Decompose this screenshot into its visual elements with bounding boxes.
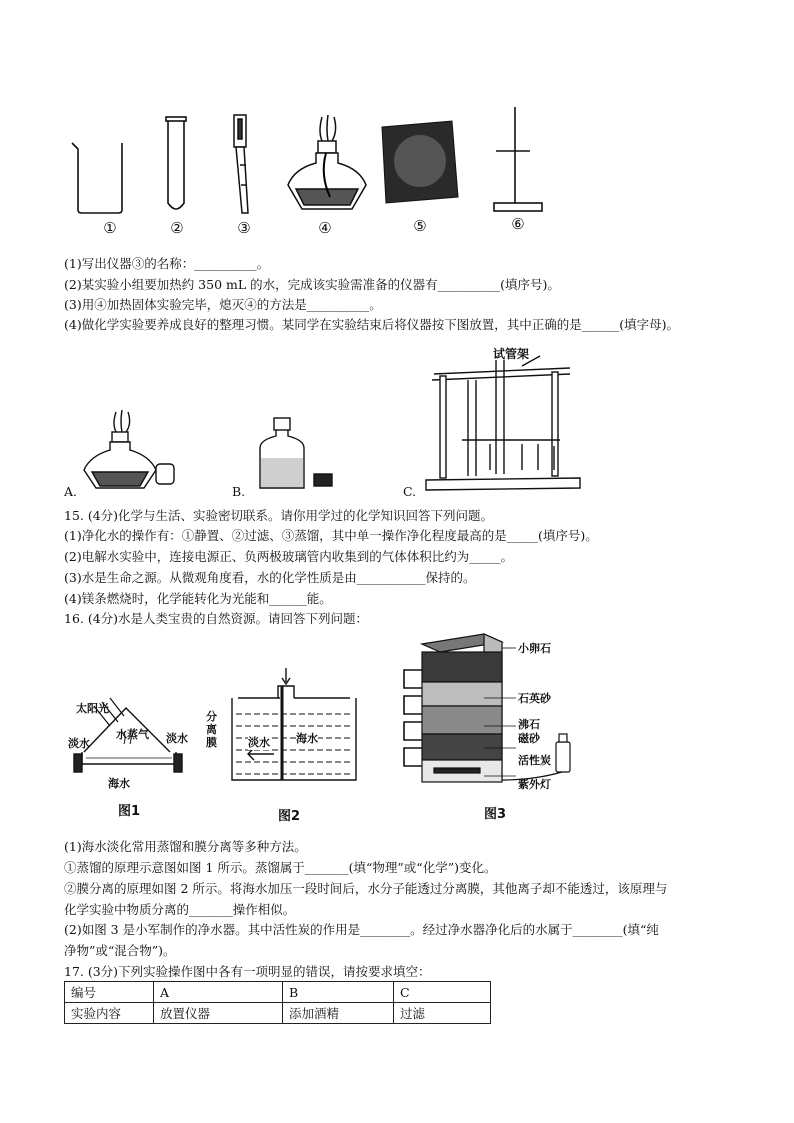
q14-3: (3)用④加热固体实验完毕，熄灭④的方法是__________。 (64, 297, 382, 312)
fig3-uv-lamp: 紫外灯 (518, 778, 551, 791)
fig1-fresh-left: 淡水 (68, 737, 90, 750)
beaker-icon (72, 143, 122, 213)
instrument-label: ⑥ (511, 215, 525, 233)
q16-1-2: ②膜分离的原理如图 2 所示。将海水加压一段时间后，水分子能透过分离膜，其他离子却不能透过，该原理与 (64, 881, 668, 896)
q16-title: 16. (4分)水是人类宝贵的自然资源。请回答下列问题： (64, 611, 369, 626)
q15-1: (1)净化水的操作有：①静置、②过滤、③蒸馏，其中单一操作净化程度最高的是_____(填序号)。 (64, 528, 598, 543)
q16-1: (1)海水淡化常用蒸馏和膜分离等多种方法。 (64, 839, 307, 854)
fig2-sea: 海水 (296, 732, 318, 745)
q16-2-cont: 净物”或“混合物”)。 (64, 943, 176, 958)
q14-2: (2)某实验小组要加热约 350 mL 的水，完成该实验需准备的仪器有__________(填序号)。 (64, 277, 560, 292)
table-row (65, 982, 491, 1003)
table-cell: 放置仪器 (154, 1003, 283, 1024)
instrument-label: ② (170, 219, 184, 237)
fig3-layer-zeolite: 沸石 (518, 718, 540, 731)
rack-label: 试管架 (493, 347, 530, 361)
table-cell: 编号 (65, 982, 154, 1003)
table-cell: A (154, 982, 283, 1003)
tidy-figure (60, 340, 590, 500)
table-cell: 过滤 (394, 1003, 491, 1024)
fig2-caption: 图2 (278, 809, 301, 824)
fig3-layer-pebble: 小卵石 (518, 642, 551, 655)
q16-2: (2)如图 3 是小军制作的净水器。其中活性炭的作用是________。经过净水器净化后的水属于________(填“纯 (64, 922, 659, 937)
q15-2: (2)电解水实验中，连接电源正、负两极玻璃管内收集到的气体体积比约为_____。 (64, 549, 513, 564)
fig3-caption: 图3 (484, 807, 507, 822)
table-row (65, 1003, 491, 1024)
test-tube-holder-icon (234, 115, 248, 213)
table-cell: 添加酒精 (283, 1003, 394, 1024)
fig2-fresh: 淡水 (248, 736, 270, 749)
instrument-label: ③ (237, 219, 251, 237)
q14-1: (1)写出仪器③的名称：__________。 (64, 256, 270, 271)
instruments-figure (60, 105, 560, 220)
fig1-sun-label: 太阳光 (76, 702, 109, 715)
option-c: C. (403, 484, 417, 499)
test-tube-rack-icon (426, 356, 580, 490)
fig3-layer-magnetic-sand: 磁砂 (518, 732, 540, 745)
option-b: B. (232, 484, 246, 499)
q16-1-1: ①蒸馏的原理示意图如图 1 所示。蒸馏属于_______(填“物理”或“化学”)变化。 (64, 860, 497, 875)
table-cell: 实验内容 (65, 1003, 154, 1024)
q15-title: 15. (4分)化学与生活、实验密切联系。请你用学过的化学知识回答下列问题。 (64, 508, 494, 523)
fig1-vapor: 水蒸气 (116, 728, 149, 741)
fig2-membrane-label: 分离膜 (206, 710, 217, 749)
fig1-fresh-right: 淡水 (166, 732, 188, 745)
experiment-table (64, 981, 491, 1024)
asbestos-gauze-icon (382, 121, 458, 203)
q17-title: 17. (3分)下列实验操作图中各有一项明显的错误，请按要求填空： (64, 964, 431, 979)
table-cell: C (394, 982, 491, 1003)
q14-4: (4)做化学实验要养成良好的整理习惯。某同学在实验结束后将仪器按下图放置，其中正确的是______(填字母)。 (64, 317, 679, 332)
option-a: A. (64, 484, 78, 499)
q15-4: (4)镁条燃烧时，化学能转化为光能和______能。 (64, 591, 332, 606)
q16-1-2-cont: 化学实验中物质分离的_______操作相似。 (64, 902, 296, 917)
alcohol-lamp-icon (84, 410, 174, 488)
q15-3: (3)水是生命之源。从微观角度看，水的化学性质是由___________保持的。 (64, 570, 476, 585)
fig1-sea: 海水 (108, 777, 130, 790)
test-tube-icon (166, 117, 186, 209)
alcohol-lamp-icon (288, 115, 366, 209)
iron-stand-icon (494, 107, 542, 211)
instrument-label: ① (103, 219, 117, 237)
instrument-label: ④ (318, 219, 332, 237)
fig3-layer-carbon: 活性炭 (518, 754, 551, 767)
table-cell: B (283, 982, 394, 1003)
reagent-bottle-icon (260, 418, 332, 488)
instrument-label: ⑤ (413, 217, 427, 235)
fig3-layer-quartz: 石英砂 (518, 692, 551, 705)
figure-2 (218, 668, 363, 796)
fig1-caption: 图1 (118, 804, 141, 819)
